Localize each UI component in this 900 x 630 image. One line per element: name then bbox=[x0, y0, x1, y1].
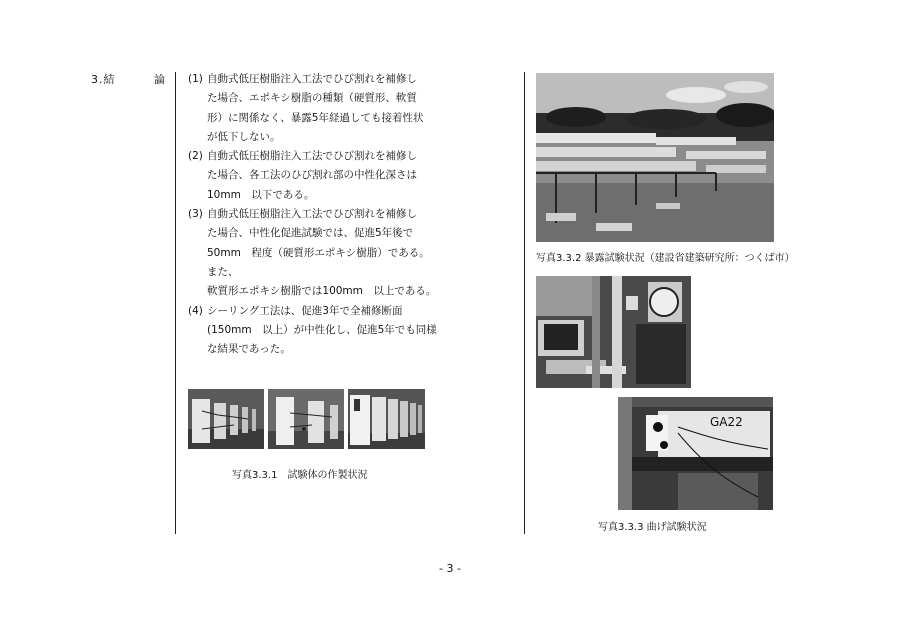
item-line: 軟質形エポキシ樹脂では100mm 以上である。 bbox=[207, 285, 437, 298]
item-number: (3) bbox=[188, 208, 203, 221]
bending-test-photo bbox=[618, 397, 773, 510]
item-line: た場合、各工法のひび割れ部の中性化深さは bbox=[207, 169, 417, 182]
conclusion-item-3 bbox=[188, 205, 438, 301]
item-line: 自動式低圧樹脂注入工法でひび割れを補修し bbox=[207, 73, 417, 85]
conclusion-item-2 bbox=[188, 147, 438, 205]
page-number: - 3 - bbox=[439, 562, 461, 575]
item-line: (150mm 以上）が中性化し、促進5年でも同様 bbox=[207, 323, 437, 336]
specimen-photo-2 bbox=[268, 389, 344, 449]
item-line: 10mm 以下である。 bbox=[207, 188, 315, 201]
item-line: な結果であった。 bbox=[207, 343, 291, 356]
left-divider bbox=[175, 72, 176, 534]
item-line: 50mm 程度（硬質形エポキシ樹脂）である。また、 bbox=[207, 246, 430, 278]
specimen-photo-caption: 写真3.3.1 試験体の作製状況 bbox=[232, 470, 368, 481]
specimen-photos bbox=[188, 389, 425, 449]
item-line: 自動式低圧樹脂注入工法でひび割れを補修し bbox=[207, 150, 417, 163]
specimen-label: GA22 bbox=[710, 415, 743, 429]
section-number: 3.結 bbox=[91, 73, 116, 86]
specimen-photo-3 bbox=[348, 389, 425, 449]
item-line: シーリング工法は、促進3年で全補修断面 bbox=[207, 304, 403, 317]
conclusions-list bbox=[188, 70, 438, 359]
item-number: (1) bbox=[188, 73, 203, 85]
item-line: 自動式低圧樹脂注入工法でひび割れを補修し bbox=[207, 208, 417, 221]
section-title: 論 bbox=[154, 73, 165, 86]
item-line: が低下しない。 bbox=[207, 130, 281, 143]
item-line: 形）に関係なく、暴露5年経過しても接着性状 bbox=[207, 111, 424, 124]
specimen-photo-1 bbox=[188, 389, 264, 449]
item-line: た場合、エポキシ樹脂の種類（硬質形、軟質 bbox=[207, 92, 417, 105]
item-number: (2) bbox=[188, 150, 203, 163]
center-divider bbox=[524, 72, 525, 534]
lab-equipment-photo bbox=[536, 276, 691, 388]
item-line: た場合、中性化促進試験では、促進5年後で bbox=[207, 227, 414, 240]
exposure-photo-caption: 写真3.3.2 暴露試験状況（建設省建築研究所：つくば市） bbox=[536, 253, 795, 264]
exposure-test-photo bbox=[536, 73, 774, 242]
item-number: (4) bbox=[188, 304, 203, 317]
conclusion-item-1 bbox=[188, 70, 438, 147]
conclusion-item-4 bbox=[188, 302, 438, 360]
bending-photo-caption: 写真3.3.3 曲げ試験状況 bbox=[598, 522, 707, 533]
